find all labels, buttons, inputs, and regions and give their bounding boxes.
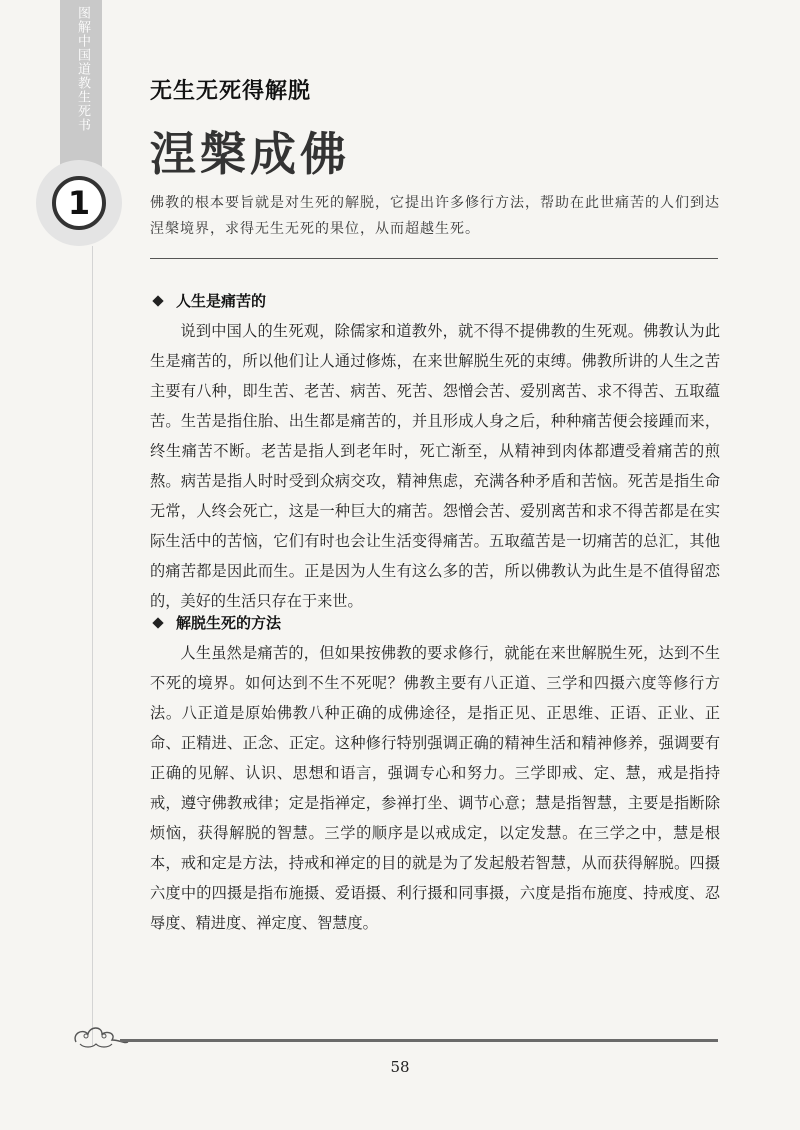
chapter-number: 1 (52, 176, 106, 230)
section-heading-text: 人生是痛苦的 (176, 292, 267, 310)
section-heading (150, 612, 281, 633)
section-body: 人生虽然是痛苦的，但如果按佛教的要求修行，就能在来世解脱生死，达到不生不死的境界。如何达到不生不死呢？佛教主要有八正道、三学和四摄六度等修行方法。八正道是原始佛教八种正确的成佛途径，是指正见、正思维、正语、正业、正命、正精进、正念、正定。这种修行特别强调正确的精神生活和精神修养，强调要有正确的见解、认识、思想和语言，强调专心和努力。三学即戒、定、慧，戒是指持戒，遵守佛教戒律；定是指禅定，参禅打坐、调节心意；慧是指智慧，主要是指断除烦恼，获得解脱的智慧。三学的顺序是以戒成定，以定发慧。在三学之中，慧是根本，戒和定是方法，持戒和禅定的目的就是为了发起般若智慧，从而获得解脱。四摄六度中的四摄是指布施摄、爱语摄、利行摄和同事摄，六度是指布施度、持戒度、忍辱度、精进度、禅定度、智慧度。 (150, 644, 720, 932)
diamond-bullet-icon (152, 295, 163, 306)
section-body: 说到中国人的生死观，除儒家和道教外，就不得不提佛教的生死观。佛教认为此生是痛苦的，所以他们让人通过修炼，在来世解脱生死的束缚。佛教所讲的人生之苦主要有八种，即生苦、老苦、病苦、死苦、怨憎会苦、爱别离苦、求不得苦、五取蕴苦。生苦是指住胎、出生都是痛苦的，并且形成人身之后，种种痛苦便会接踵而来，终生痛苦不断。老苦是指人到老年时，死亡渐至，从精神到肉体都遭受着痛苦的煎熬。病苦是指人时时受到众病交攻，精神焦虑，充满各种矛盾和苦恼。死苦是指生命无常，人终会死亡，这是一种巨大的痛苦。怨憎会苦、爱别离苦和求不得苦都是在实际生活中的苦恼，它们有时也会让生活变得痛苦。五取蕴苦是一切痛苦的总汇，其他的痛苦都是因此而生。正是因为人生有这么多的苦，所以佛教认为此生是不值得留恋的，美好的生活只存在于来世。 (150, 322, 720, 610)
page-title: 涅槃成佛 (150, 127, 350, 181)
page-number: 58 (390, 1058, 410, 1076)
page-subtitle: 无生无死得解脱 (150, 79, 312, 104)
footer-rule (120, 1039, 718, 1042)
section-heading-text: 解脱生死的方法 (176, 614, 282, 632)
margin-line (92, 246, 93, 1046)
divider (150, 258, 718, 259)
book-title: 图解中国道教生死书 (75, 6, 90, 132)
diamond-bullet-icon (152, 617, 163, 628)
cloud-ornament-icon (70, 1022, 130, 1052)
intro-paragraph: 佛教的根本要旨就是对生死的解脱，它提出许多修行方法，帮助在此世痛苦的人们到达涅槃境界，求得无生无死的果位，从而超越生死。 (150, 195, 720, 237)
section-heading (150, 290, 266, 311)
